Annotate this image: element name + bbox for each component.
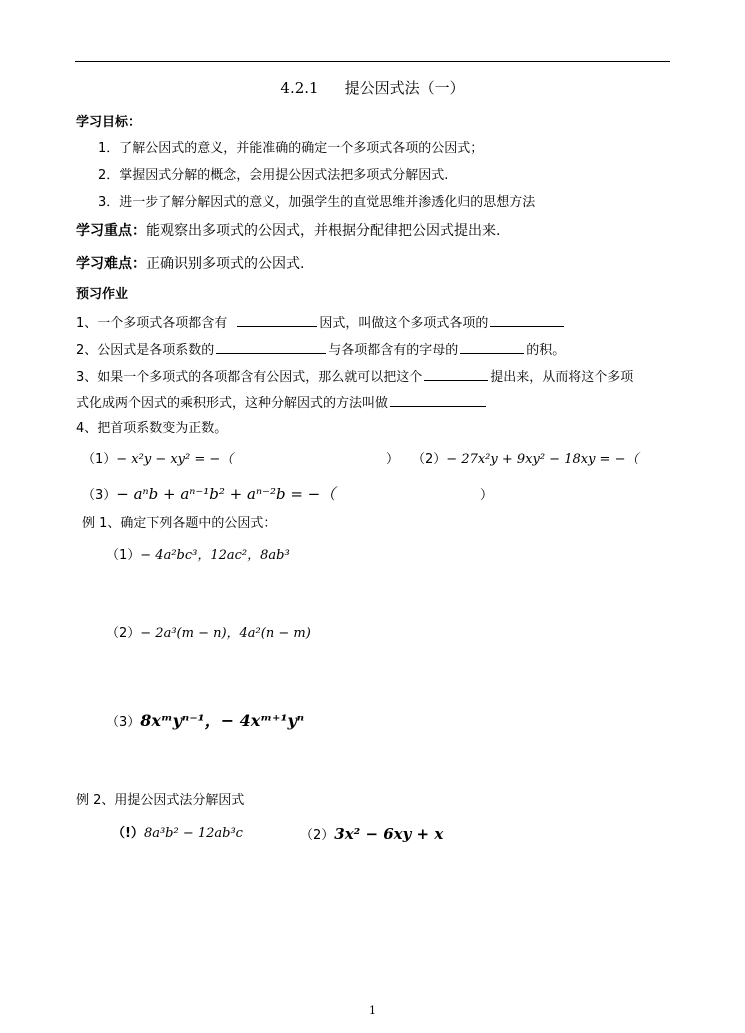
example1-item-3-label: （3） (106, 715, 141, 730)
example2-item-1 (112, 825, 243, 843)
section-title: 提公因式法（一） (344, 79, 465, 97)
page-title (0, 79, 745, 97)
example2-item-2-label: （2） (300, 828, 335, 843)
preview-question-1 (76, 313, 566, 333)
q2-blank-2 (460, 340, 524, 354)
example1-item-1-label: （1） (106, 548, 141, 563)
q4-item-2-expr: − 27x²y + 9xy² − 18xy = −（ (446, 452, 639, 467)
q2-text-b: 与各项都含有的字母的 (328, 343, 459, 358)
example1-item-2-label: （2） (106, 626, 141, 641)
difficulty-text: 正确识别多项式的公因式. (146, 256, 305, 272)
example1-heading: 例 1、确定下列各题中的公因式： (82, 516, 277, 531)
preview-question-4: 4、把首项系数变为正数。 (76, 421, 228, 436)
q4-item-1-close: ） (386, 452, 400, 467)
q3-text-b: 提出来，从而将这个多项 (490, 370, 634, 385)
example1-item-1-expr: − 4a²bc³，12ac²，8ab³ (140, 548, 290, 563)
q1-blank-2 (490, 313, 564, 327)
section-number: 4.2.1 (280, 79, 319, 97)
example1-item-2-expr: − 2a³(m − n)，4a²(n − m) (140, 626, 311, 641)
q3-blank-1 (424, 367, 488, 381)
q4-item-1-expr: − x²y − xy² = −（ (116, 452, 234, 467)
example2-item-2-expr: 3x² − 6xy + x (334, 825, 444, 843)
q3-text-a: 3、如果一个多项式的各项都含有公因式，那么就可以把这个 (76, 370, 423, 385)
objectives-heading: 学习目标： (76, 115, 142, 130)
objective-item-3: 3．进一步了解分解因式的意义，加强学生的直觉思维并渗透化归的思想方法 (98, 195, 536, 210)
q4-item-3-label: （3） (82, 488, 117, 503)
page-number: 1 (369, 1004, 376, 1017)
q3-blank-2 (390, 393, 486, 407)
q2-text-a: 2、公因式是各项系数的 (76, 343, 215, 358)
preview-question-3-line-2 (76, 393, 488, 413)
q1-text-a: 1、一个多项式各项都含有 (76, 316, 228, 331)
q4-item-3 (82, 485, 335, 505)
example2-heading: 例 2、用提公因式法分解因式 (76, 793, 245, 808)
q2-blank-1 (216, 340, 326, 354)
preview-question-2 (76, 340, 565, 360)
difficulty-label: 学习难点： (76, 256, 146, 272)
q4-item-2-label: （2） (412, 452, 447, 467)
q4-item-3-expr: − aⁿb + aⁿ⁻¹b² + aⁿ⁻²b = −（ (116, 485, 336, 503)
preview-heading: 预习作业 (76, 287, 129, 302)
example2-item-2 (300, 825, 443, 845)
objective-item-1: 1．了解公因式的意义，并能准确的确定一个多项式各项的公因式； (98, 141, 484, 156)
example1-item-2 (106, 625, 311, 643)
q4-item-3-close: ） (480, 488, 494, 503)
difficulty (76, 255, 304, 273)
example2-item-1-expr: 8a³b² − 12ab³c (143, 826, 243, 841)
q4-item-1-label: （1） (82, 452, 117, 467)
example2-item-1-label: （!） (112, 826, 144, 841)
q4-item-2 (412, 451, 638, 469)
q2-text-c: 的积。 (526, 343, 566, 358)
objective-item-2: 2．掌握因式分解的概念，会用提公因式法把多项式分解因式. (98, 168, 449, 183)
key-point (76, 222, 500, 240)
preview-question-3-line-1 (76, 367, 633, 387)
header-rule (75, 61, 670, 62)
q1-text-b: 因式，叫做这个多项式各项的 (319, 316, 489, 331)
q3-text-c: 式化成两个因式的乘积形式，这种分解因式的方法叫做 (76, 396, 389, 411)
example1-item-1 (106, 547, 290, 565)
example1-item-3 (106, 710, 304, 734)
key-point-text: 能观察出多项式的公因式，并根据分配律把公因式提出来. (146, 223, 501, 239)
q4-item-1 (82, 451, 233, 469)
q1-blank-1 (237, 313, 317, 327)
key-point-label: 学习重点： (76, 223, 146, 239)
example1-item-3-expr: 8xᵐyⁿ⁻¹，− 4xᵐ⁺¹yⁿ (140, 711, 305, 730)
